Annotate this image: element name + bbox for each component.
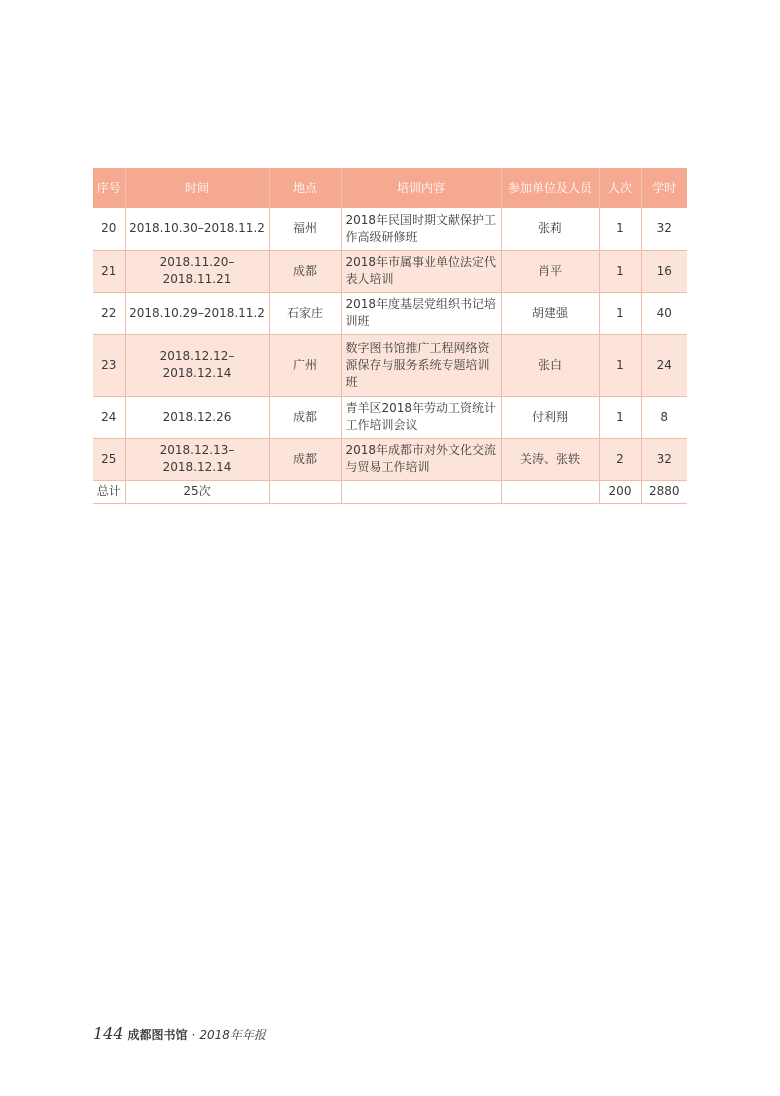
cell-participants: 张莉 bbox=[501, 208, 599, 250]
cell-hours: 16 bbox=[641, 250, 687, 292]
total-empty-content bbox=[341, 480, 501, 503]
cell-content: 数字图书馆推广工程网络资源保存与服务系统专题培训班 bbox=[341, 334, 501, 396]
cell-person-times: 1 bbox=[599, 292, 641, 334]
training-table bbox=[93, 168, 687, 504]
table-row bbox=[93, 438, 687, 480]
cell-participants: 肖平 bbox=[501, 250, 599, 292]
cell-person-times: 1 bbox=[599, 208, 641, 250]
table-row bbox=[93, 292, 687, 334]
cell-hours: 32 bbox=[641, 438, 687, 480]
cell-time: 2018.12.12–2018.12.14 bbox=[125, 334, 269, 396]
total-empty-participants bbox=[501, 480, 599, 503]
cell-time: 2018.10.30–2018.11.2 bbox=[125, 208, 269, 250]
total-count: 25次 bbox=[125, 480, 269, 503]
cell-time: 2018.11.20–2018.11.21 bbox=[125, 250, 269, 292]
cell-time: 2018.10.29–2018.11.2 bbox=[125, 292, 269, 334]
cell-hours: 24 bbox=[641, 334, 687, 396]
page-number: 144 bbox=[93, 1024, 124, 1043]
page-footer bbox=[93, 1024, 266, 1043]
cell-participants: 关涛、张轶 bbox=[501, 438, 599, 480]
cell-content: 青羊区2018年劳动工资统计工作培训会议 bbox=[341, 396, 501, 438]
cell-participants: 付利翔 bbox=[501, 396, 599, 438]
header-location: 地点 bbox=[269, 168, 341, 208]
cell-index: 24 bbox=[93, 396, 125, 438]
cell-person-times: 1 bbox=[599, 250, 641, 292]
table-row bbox=[93, 396, 687, 438]
table-row bbox=[93, 334, 687, 396]
header-participants: 参加单位及人员 bbox=[501, 168, 599, 208]
total-label: 总计 bbox=[93, 480, 125, 503]
cell-person-times: 2 bbox=[599, 438, 641, 480]
cell-time: 2018.12.13–2018.12.14 bbox=[125, 438, 269, 480]
cell-hours: 8 bbox=[641, 396, 687, 438]
library-name: 成都图书馆 bbox=[127, 1028, 188, 1042]
header-hours: 学时 bbox=[641, 168, 687, 208]
cell-location: 广州 bbox=[269, 334, 341, 396]
total-hours: 2880 bbox=[641, 480, 687, 503]
total-empty-location bbox=[269, 480, 341, 503]
cell-person-times: 1 bbox=[599, 334, 641, 396]
cell-location: 成都 bbox=[269, 250, 341, 292]
cell-hours: 40 bbox=[641, 292, 687, 334]
cell-participants: 胡建强 bbox=[501, 292, 599, 334]
cell-content: 2018年度基层党组织书记培训班 bbox=[341, 292, 501, 334]
cell-index: 21 bbox=[93, 250, 125, 292]
header-time: 时间 bbox=[125, 168, 269, 208]
table-row bbox=[93, 250, 687, 292]
header-content: 培训内容 bbox=[341, 168, 501, 208]
cell-index: 22 bbox=[93, 292, 125, 334]
cell-location: 福州 bbox=[269, 208, 341, 250]
cell-time: 2018.12.26 bbox=[125, 396, 269, 438]
cell-location: 成都 bbox=[269, 438, 341, 480]
total-row bbox=[93, 480, 687, 503]
report-title: 2018年年报 bbox=[199, 1028, 266, 1042]
cell-content: 2018年民国时期文献保护工作高级研修班 bbox=[341, 208, 501, 250]
cell-location: 石家庄 bbox=[269, 292, 341, 334]
footer-separator: · bbox=[191, 1028, 196, 1042]
cell-person-times: 1 bbox=[599, 396, 641, 438]
header-person-times: 人次 bbox=[599, 168, 641, 208]
header-row bbox=[93, 168, 687, 208]
cell-index: 20 bbox=[93, 208, 125, 250]
cell-participants: 张白 bbox=[501, 334, 599, 396]
cell-location: 成都 bbox=[269, 396, 341, 438]
total-persons: 200 bbox=[599, 480, 641, 503]
table-row bbox=[93, 208, 687, 250]
cell-content: 2018年市属事业单位法定代表人培训 bbox=[341, 250, 501, 292]
cell-hours: 32 bbox=[641, 208, 687, 250]
header-index: 序号 bbox=[93, 168, 125, 208]
cell-content: 2018年成都市对外文化交流与贸易工作培训 bbox=[341, 438, 501, 480]
cell-index: 25 bbox=[93, 438, 125, 480]
cell-index: 23 bbox=[93, 334, 125, 396]
